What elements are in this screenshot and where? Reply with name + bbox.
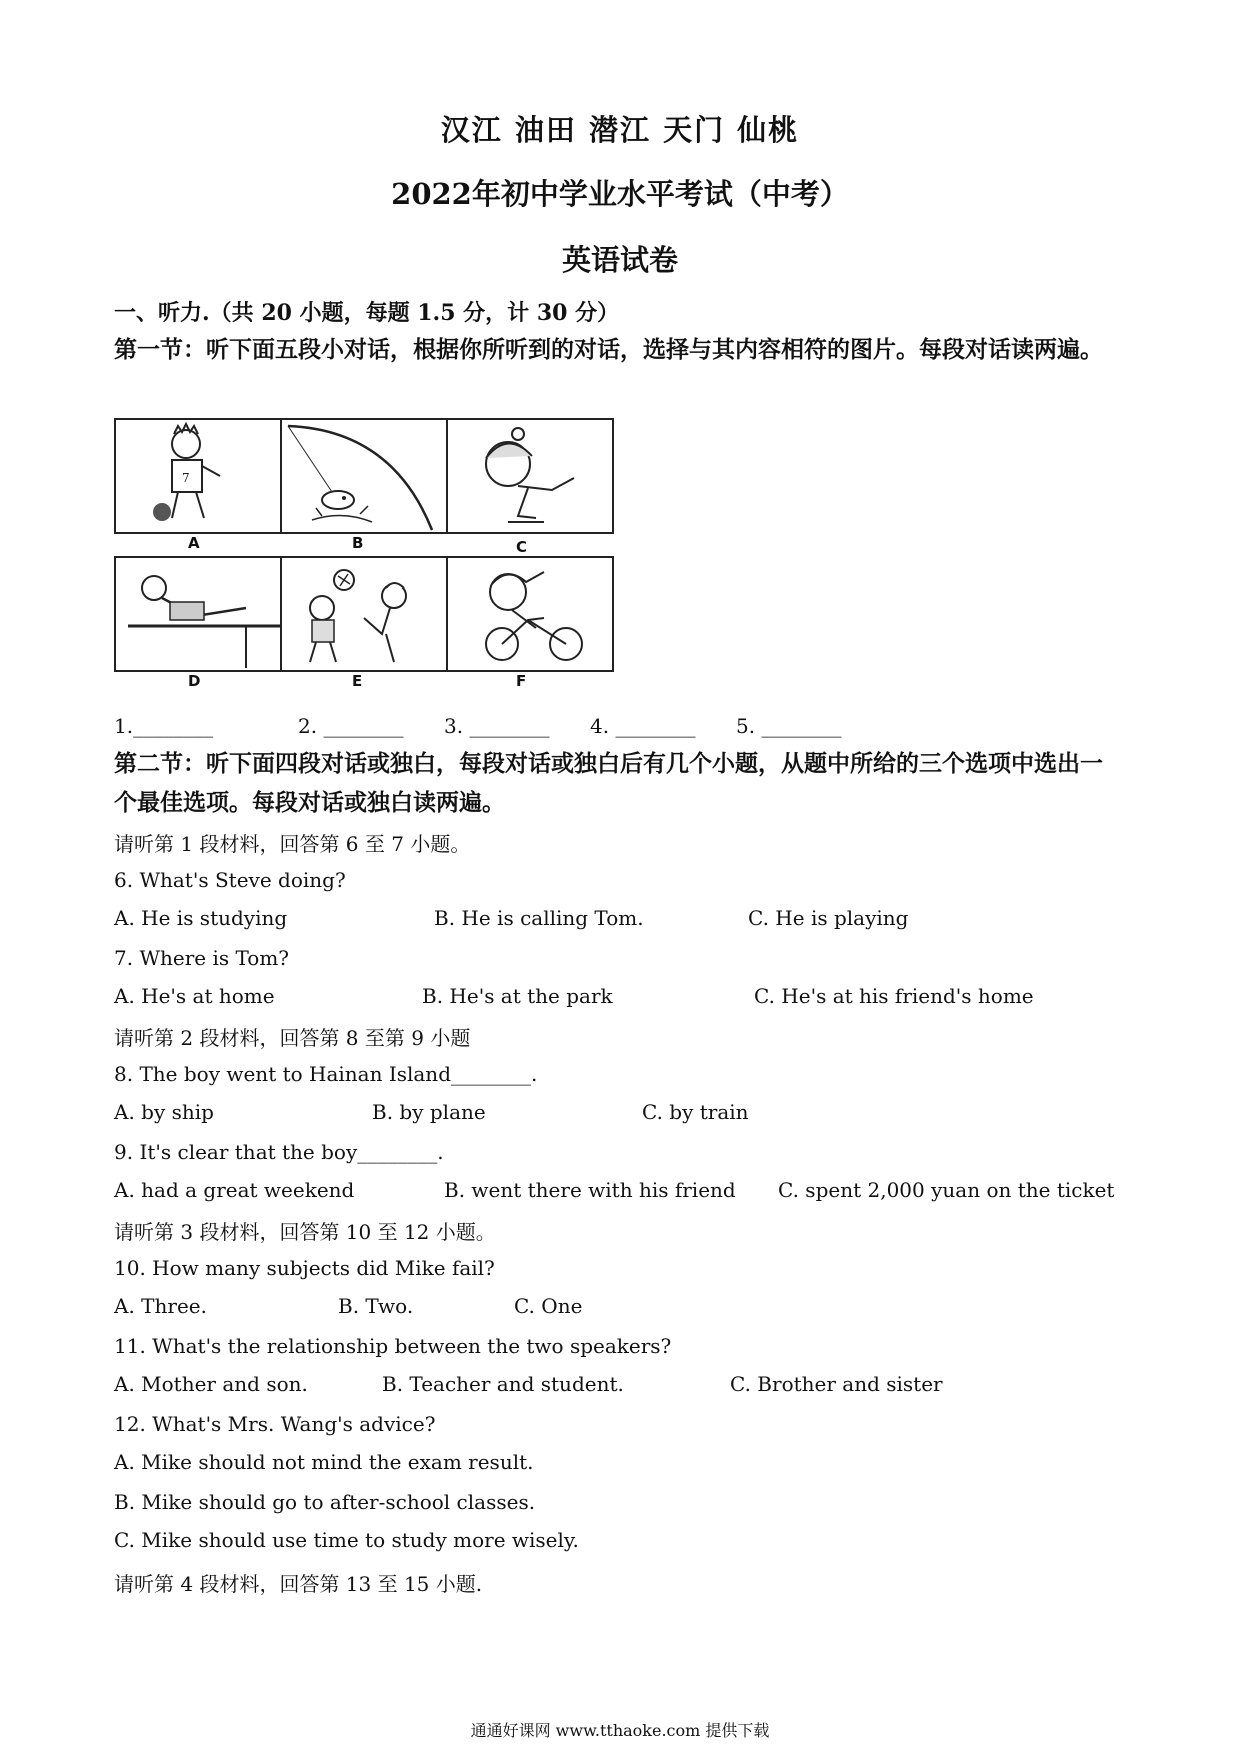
picture-label-d: D [188, 672, 201, 690]
q7-option-a[interactable]: A. He's at home [114, 984, 275, 1008]
q12-option-b[interactable]: B. Mike should go to after-school classes. [114, 1490, 536, 1514]
picture-row-bottom [114, 556, 612, 672]
q9-option-c[interactable]: C. spent 2,000 yuan on the ticket [778, 1178, 1115, 1202]
picture-c [448, 418, 614, 534]
answer-blank-4[interactable]: 4. ________ [590, 714, 696, 738]
material-4-prompt: 请听第 4 段材料，回答第 13 至 15 小题. [114, 1572, 483, 1596]
q11-option-b[interactable]: B. Teacher and student. [382, 1372, 624, 1396]
q9-option-a[interactable]: A. had a great weekend [114, 1178, 355, 1202]
q6-option-c[interactable]: C. He is playing [748, 906, 909, 930]
picture-e [282, 556, 448, 672]
q6-option-a[interactable]: A. He is studying [114, 906, 288, 930]
picture-label-c: C [516, 538, 528, 556]
q7-option-c[interactable]: C. He's at his friend's home [754, 984, 1034, 1008]
q10-option-c[interactable]: C. One [514, 1294, 583, 1318]
picture-a [114, 418, 282, 534]
picture-label-b: B [352, 534, 364, 552]
q10-option-b[interactable]: B. Two. [338, 1294, 414, 1318]
q11-option-a[interactable]: A. Mother and son. [114, 1372, 308, 1396]
question-8-stem: 8. The boy went to Hainan Island________. [114, 1062, 538, 1086]
picture-grid [114, 418, 612, 534]
material-1-prompt: 请听第 1 段材料，回答第 6 至 7 小题。 [114, 832, 471, 856]
answer-blank-2[interactable]: 2. ________ [298, 714, 404, 738]
picture-label-f: F [516, 672, 527, 690]
svg-text:7: 7 [182, 471, 190, 485]
question-9-stem: 9. It's clear that the boy________. [114, 1140, 444, 1164]
part1-heading: 一、听力.（共 20 小题，每题 1.5 分，计 30 分） [114, 300, 620, 326]
q12-option-a[interactable]: A. Mike should not mind the exam result. [114, 1450, 534, 1474]
question-6-stem: 6. What's Steve doing? [114, 868, 346, 892]
exam-title: 2022年初中学业水平考试（中考） [391, 177, 849, 211]
regions-title: 汉江 油田 潜江 天门 仙桃 [440, 113, 800, 147]
q8-option-b[interactable]: B. by plane [372, 1100, 486, 1124]
answer-blank-3[interactable]: 3. ________ [444, 714, 550, 738]
question-7-stem: 7. Where is Tom? [114, 946, 289, 970]
section2-instructions: 第二节：听下面四段对话或独白，每段对话或独白后有几个小题，从题中所给的三个选项中选出一个最佳选项。每段对话或独白读两遍。 [114, 750, 1103, 816]
question-11-stem: 11. What's the relationship between the two speakers? [114, 1334, 672, 1358]
picture-label-a: A [188, 534, 200, 552]
q11-option-c[interactable]: C. Brother and sister [730, 1372, 943, 1396]
q6-option-b[interactable]: B. He is calling Tom. [434, 906, 644, 930]
paper-title: 英语试卷 [561, 243, 678, 277]
picture-f [448, 556, 614, 672]
picture-grid-bottom [114, 556, 612, 672]
answer-blank-1[interactable]: 1.________ [114, 714, 214, 738]
footer-download-note: 通通好课网 www.tthaoke.com 提供下载 [470, 1721, 770, 1740]
picture-row-top [114, 418, 612, 534]
answer-blank-5[interactable]: 5. ________ [736, 714, 842, 738]
material-3-prompt: 请听第 3 段材料，回答第 10 至 12 小题。 [114, 1220, 496, 1244]
q8-option-c[interactable]: C. by train [642, 1100, 749, 1124]
q10-option-a[interactable]: A. Three. [114, 1294, 207, 1318]
picture-b [282, 418, 448, 534]
q12-option-c[interactable]: C. Mike should use time to study more wisely. [114, 1528, 579, 1552]
question-12-stem: 12. What's Mrs. Wang's advice? [114, 1412, 436, 1436]
question-10-stem: 10. How many subjects did Mike fail? [114, 1256, 495, 1280]
q9-option-b[interactable]: B. went there with his friend [444, 1178, 736, 1202]
q8-option-a[interactable]: A. by ship [114, 1100, 214, 1124]
material-2-prompt: 请听第 2 段材料，回答第 8 至第 9 小题 [114, 1026, 471, 1050]
picture-label-e: E [352, 672, 363, 690]
section1-instructions: 第一节：听下面五段小对话，根据你所听到的对话，选择与其内容相符的图片。每段对话读两遍。 [114, 336, 1103, 363]
picture-d [114, 556, 282, 672]
q7-option-b[interactable]: B. He's at the park [422, 984, 613, 1008]
